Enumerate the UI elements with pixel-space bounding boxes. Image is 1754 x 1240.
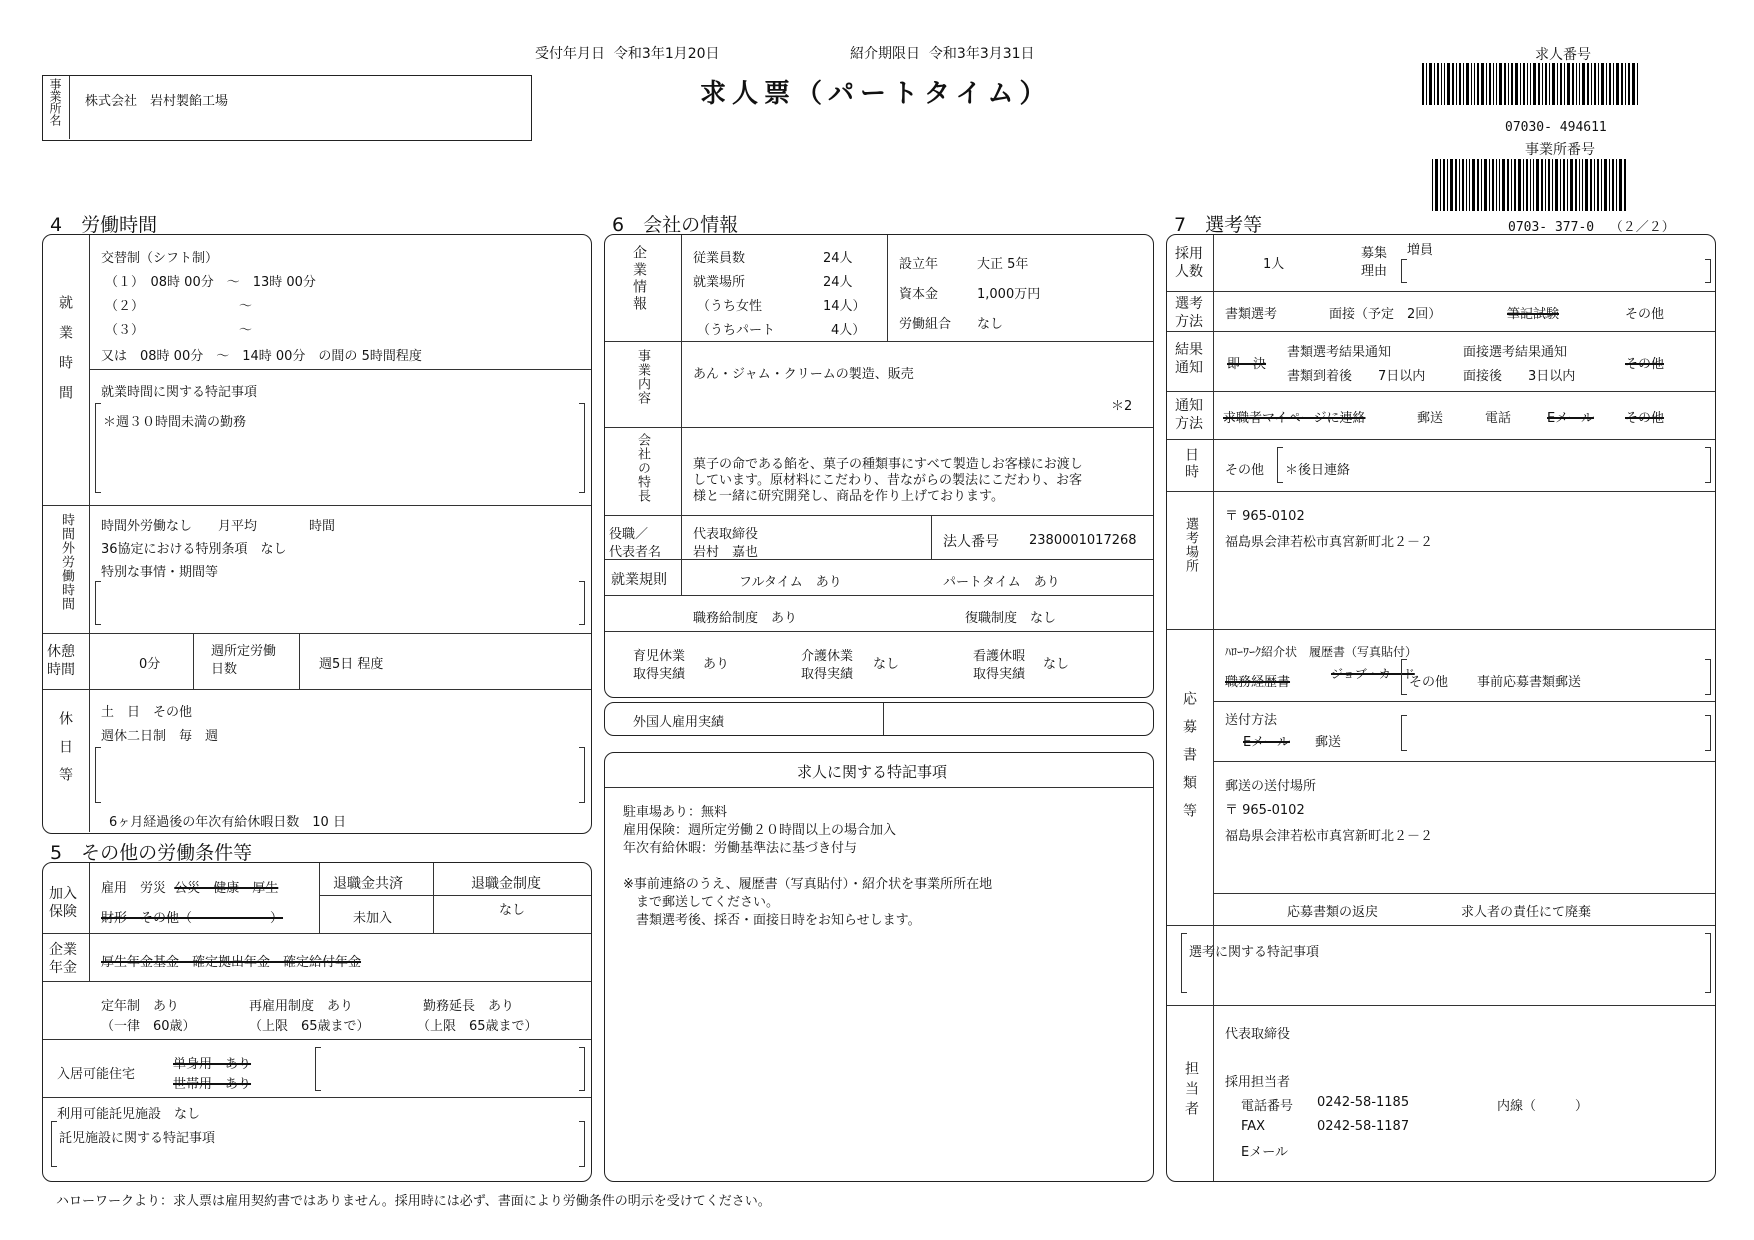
office-number-label: 事業所番号 (1525, 142, 1595, 158)
company-label: 事業所名 (48, 78, 62, 126)
mail-address: 福島県会津若松市真宮新町北２－２ (1225, 829, 1434, 844)
features-label: 会社の特長 (635, 433, 650, 503)
union: なし (977, 317, 1004, 332)
tel: 0242-58-1185 (1317, 1095, 1410, 1110)
date-other: その他 (1225, 463, 1265, 478)
corp-number-label: 法人番号 (943, 534, 999, 550)
interview-zip: 〒 965-0102 (1225, 509, 1305, 524)
section7-heading: 7 選考等 (1174, 214, 1263, 236)
section4-box (42, 234, 592, 834)
nursing-leave-label: 介護休業 (801, 649, 854, 664)
notify-phone: 電話 (1485, 411, 1512, 426)
duty-pay-system: 職務給制度 あり (693, 611, 798, 626)
fax: 0242-58-1187 (1317, 1119, 1410, 1134)
childcare-facility: 利用可能託児施設 なし (57, 1107, 201, 1122)
founded: 大正 5年 (977, 257, 1029, 272)
sick-leave: なし (1043, 657, 1070, 672)
job-number: 07030- 494611 (1505, 120, 1607, 135)
section5-box (42, 862, 592, 1182)
features-line1: 菓子の命である餡を、菓子の種類事にすべて製造しお客様にお渡し (693, 457, 1083, 472)
job-notes-title: 求人に関する特記事項 (797, 763, 948, 781)
mail-address-label: 郵送の送付場所 (1225, 779, 1317, 794)
women-label: （うち女性 (697, 299, 763, 314)
rep-title: 代表取締役 (693, 527, 759, 542)
interview-date: ＊後日連絡 (1285, 463, 1351, 478)
staff-label: 担当者 (1183, 1061, 1199, 1121)
result-other: その他 (1625, 357, 1665, 372)
foreign-employment-box (604, 702, 1154, 736)
hire-count-label: 採用人数 (1175, 246, 1203, 280)
section4-heading: 4 労働時間 (50, 214, 158, 236)
note-insurance: 雇用保険：週所定労働２０時間以上の場合加入 (623, 823, 897, 838)
hire-count: 1人 (1263, 257, 1285, 272)
job-number-barcode (1422, 63, 1712, 105)
rules-fulltime: フルタイム あり (739, 575, 842, 590)
retire-system: なし (499, 903, 526, 918)
fax-label: FAX (1241, 1119, 1266, 1134)
break-time: 0分 (139, 657, 161, 672)
result-immediate: 即 決 (1227, 357, 1267, 372)
holidays: 土 日 その他 (101, 705, 193, 720)
place-label: 選考場所 (1183, 517, 1198, 573)
rep-label-2: 代表者名 (609, 545, 662, 560)
work-extension: 勤務延長 あり (423, 999, 515, 1014)
business-label: 事業内容 (635, 349, 650, 405)
childcare-leave-label: 育児休業 (633, 649, 686, 664)
retirement-age-detail: （一律 60歳） (101, 1019, 196, 1034)
result-interview-label: 面接選考結果通知 (1463, 345, 1568, 360)
rep-name: 岩村 嘉也 (693, 545, 759, 560)
corp-info-label: 企業情報 (631, 245, 647, 313)
features-line3: 様と一緒に研究開発し、商品を作り上げております。 (693, 489, 1004, 504)
shift-time-3-tilde: ～ (239, 323, 253, 338)
section6-heading: 6 会社の情報 (612, 214, 739, 236)
referral-deadline: 紹介期限日 令和3年3月31日 (850, 46, 1035, 62)
return-docs-label: 応募書類の返戻 (1287, 905, 1379, 920)
note-paid-leave: 年次有給休暇：労働基準法に基づき付与 (623, 841, 858, 856)
section7-box (1166, 234, 1716, 1182)
section6-box (604, 234, 1154, 698)
flex-time: 又は 08時 00分 ～ 14時 00分 の間の 5時間程度 (101, 349, 422, 364)
nursing-leave: なし (873, 657, 900, 672)
overtime-label: 時間外労働時間 (59, 513, 74, 611)
shift-time-1: （１） 08時 00分 ～ 13時 00分 (105, 275, 316, 290)
tel-label: 電話番号 (1241, 1099, 1294, 1114)
staff-title: 代表取締役 (1225, 1027, 1291, 1042)
work-hours-note: ＊週３０時間未満の勤務 (103, 415, 247, 430)
childcare-leave-label-2: 取得実績 (633, 667, 686, 682)
email-label: Eメール (1241, 1145, 1288, 1160)
result-doc-label: 書類選考結果通知 (1287, 345, 1392, 360)
interview-address: 福島県会津若松市真宮新町北２－２ (1225, 535, 1434, 550)
send-method-label: 送付方法 (1225, 713, 1278, 728)
selection-note-label: 選考に関する特記事項 (1189, 945, 1320, 960)
note-apply-3: 書類選考後、採否・面接日時をお知らせします。 (623, 913, 921, 928)
company-name-box (42, 75, 532, 141)
retire-system-label: 退職金制度 (471, 876, 541, 892)
rules-parttime: パートタイム あり (943, 575, 1060, 590)
part-time: 4人） (831, 323, 866, 338)
week-days: 週5日 程度 (319, 657, 384, 672)
method-document: 書類選考 (1225, 307, 1278, 322)
documents-label: 応募書類等 (1181, 691, 1197, 831)
business: あん・ジャム・クリームの製造、販売 (693, 367, 914, 382)
pension-label: 企業年金 (49, 942, 77, 976)
retire-mutual: 未加入 (353, 911, 393, 926)
office-number-barcode (1432, 159, 1702, 211)
shift-time-2: （２） (105, 299, 145, 314)
founded-label: 設立年 (899, 257, 939, 272)
special-clause: 36協定における特別条項 なし (101, 542, 287, 557)
work-rules-label: 就業規則 (611, 572, 667, 588)
workplace-label: 就業場所 (693, 275, 746, 290)
childcare-note-label: 託児施設に関する特記事項 (59, 1131, 216, 1146)
nursing-leave-label-2: 取得実績 (801, 667, 854, 682)
weekly-two-day-off: 週休二日制 毎 週 (101, 729, 219, 744)
notify-other: その他 (1625, 411, 1665, 426)
send-email: Eメール (1243, 735, 1290, 750)
corp-number: 2380001017268 (1029, 533, 1137, 548)
reinstatement-system: 復職制度 なし (965, 611, 1057, 626)
retirement-age: 定年制 あり (101, 999, 180, 1014)
note-apply-1: ※事前連絡のうえ、履歴書（写真貼付）・紹介状を事業所所在地 (623, 877, 993, 892)
notify-mail: 郵送 (1417, 411, 1444, 426)
method-interview: 面接（予定 2回） (1329, 307, 1442, 322)
result-interview: 面接後 3日以内 (1463, 369, 1576, 384)
part-label: （うちパート (697, 323, 776, 338)
women: 14人） (823, 299, 866, 314)
insurance-line2: 財形 その他（ ） (101, 911, 284, 926)
employees: 24人 (823, 251, 853, 266)
job-number-label: 求人番号 (1535, 47, 1591, 63)
extension: 内線（ ） (1497, 1099, 1589, 1114)
shift-time-3: （３） (105, 323, 145, 338)
reemployment-detail: （上限 65歳まで） (249, 1019, 370, 1034)
section5-heading: 5 その他の労働条件等 (50, 842, 253, 864)
doc-other-detail: 事前応募書類郵送 (1477, 675, 1582, 690)
method-other: その他 (1625, 307, 1665, 322)
notify-label: 通知方法 (1175, 398, 1203, 432)
sick-leave-label-2: 取得実績 (973, 667, 1026, 682)
break-label: 休憩時間 (47, 644, 75, 678)
reason-label: 募集理由 (1361, 246, 1388, 279)
result-label: 結果通知 (1175, 342, 1203, 376)
housing-single: 単身用 あり (173, 1057, 252, 1072)
doc-career: 職務経歴書 (1225, 675, 1291, 690)
return-docs: 求人者の責任にて廃棄 (1461, 905, 1592, 920)
job-notes-box (604, 752, 1154, 1182)
note-apply-2: まで郵送してください。 (623, 895, 780, 910)
employees-label: 従業員数 (693, 251, 746, 266)
rep-label-1: 役職／ (609, 527, 649, 542)
week-days-label: 週所定労働日数 (211, 644, 277, 677)
paid-leave: 6ヶ月経過後の年次有給休暇日数 10 日 (109, 815, 346, 830)
work-extension-detail: （上限 65歳まで） (417, 1019, 538, 1034)
insurance-label: 加入保険 (49, 886, 77, 920)
office-number: 0703- 377-0 （２／２） (1508, 220, 1675, 235)
method-written: 筆記試験 (1507, 307, 1560, 322)
business-note: ＊2 (1111, 399, 1133, 414)
shift-system: 交替制（シフト制） (101, 251, 219, 266)
page-title: 求人票（パートタイム） (700, 79, 1052, 109)
doc-jobcard: ジョブ・カード (1331, 667, 1415, 681)
housing-family: 世帯用 あり (173, 1077, 252, 1092)
staff-person: 採用担当者 (1225, 1075, 1291, 1090)
mail-zip: 〒 965-0102 (1225, 803, 1305, 818)
note-parking: 駐車場あり：無料 (623, 805, 728, 820)
holiday-label: 休日等 (57, 711, 73, 795)
shift-time-2-tilde: ～ (239, 299, 253, 314)
result-doc: 書類到着後 7日以内 (1287, 369, 1426, 384)
workplace-employees: 24人 (823, 275, 853, 290)
doc-other: その他 (1409, 675, 1449, 690)
notify-email: Eメール (1547, 411, 1594, 426)
method-label: 選考方法 (1175, 296, 1203, 330)
doc-letter-resume: ﾊﾛｰﾜｰｸ紹介状 履歴書（写真貼付） (1225, 645, 1418, 659)
footer-note: ハローワークより：求人票は雇用契約書ではありません。採用時には必ず、書面により労働条件の明示を受けてください。 (56, 1194, 771, 1209)
special-circumstances: 特別な事情・期間等 (101, 565, 219, 580)
sick-leave-label: 看護休暇 (973, 649, 1026, 664)
capital: 1,000万円 (977, 287, 1041, 302)
notify-mypage: 求職者マイページに連絡 (1223, 411, 1366, 426)
overtime: 時間外労働なし 月平均 時間 (101, 519, 336, 534)
retire-mutual-label: 退職金共済 (333, 876, 403, 892)
hiring-reason: 増員 (1407, 243, 1434, 258)
housing-label: 入居可能住宅 (57, 1067, 136, 1082)
send-mail: 郵送 (1315, 735, 1342, 750)
union-label: 労働組合 (899, 317, 952, 332)
reemployment: 再雇用制度 あり (249, 999, 354, 1014)
company-name: 株式会社 岩村製餡工場 (85, 94, 229, 109)
capital-label: 資本金 (899, 287, 939, 302)
work-hours-note-label: 就業時間に関する特記事項 (101, 385, 258, 400)
receipt-date: 受付年月日 令和3年1月20日 (535, 46, 720, 62)
date-label: 日時 (1183, 447, 1199, 481)
features-line2: しています。原材料にこだわり、昔ながらの製法にこだわり、お客 (693, 473, 1082, 488)
insurance-line1: 雇用 労災 公災 健康 厚生 (101, 881, 279, 896)
work-hours-label: 就業時間 (57, 295, 73, 415)
childcare-leave: あり (703, 657, 730, 672)
corporate-pension: 厚生年金基金 確定拠出年金 確定給付年金 (101, 955, 362, 970)
foreign-employment-label: 外国人雇用実績 (633, 715, 725, 730)
